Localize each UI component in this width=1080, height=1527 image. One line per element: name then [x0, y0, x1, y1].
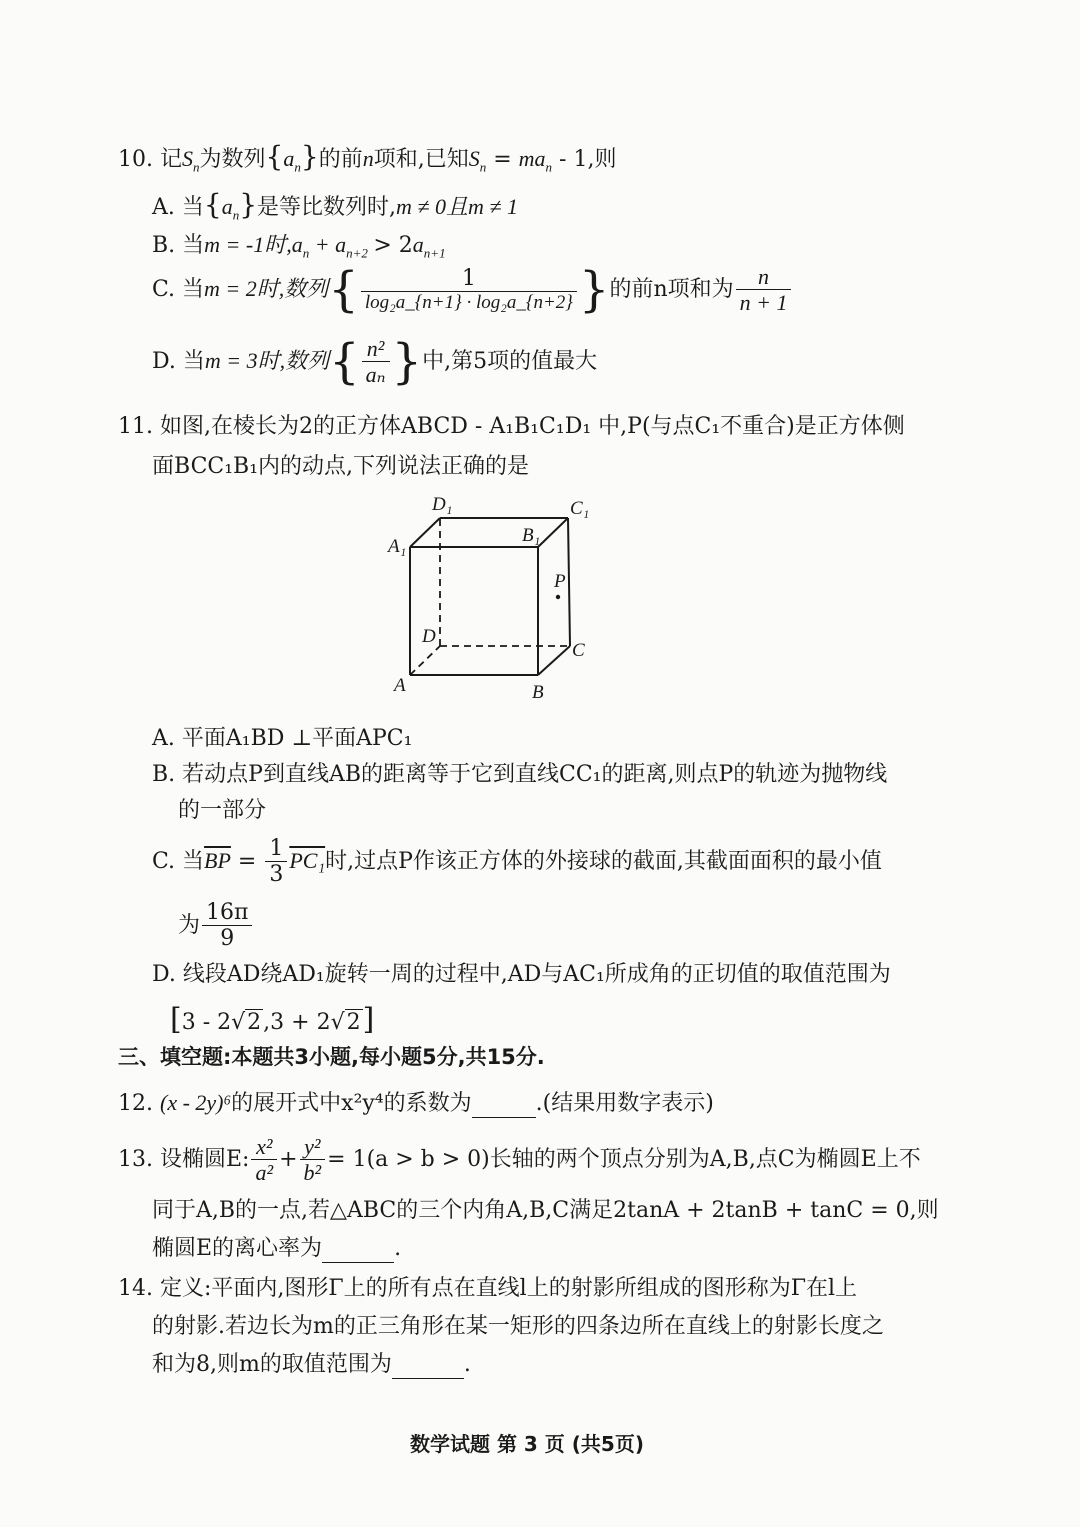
cube-figure — [380, 490, 620, 710]
q13-y-num: y² — [300, 1134, 326, 1160]
q13-line3-text: 椭圆E的离心率为 — [152, 1236, 323, 1261]
q12-text: 的展开式中x²y⁴的系数为 — [231, 1091, 472, 1116]
edge-b1-c1 — [538, 518, 568, 547]
q13-line3-tail: . — [394, 1236, 402, 1261]
q11-option-b2: 的一部分 — [178, 798, 267, 823]
q11-d2-b: ,3 + 2 — [263, 1010, 331, 1035]
q13-x-num: x² — [251, 1134, 277, 1160]
q14-line1 — [118, 1276, 857, 1302]
q11-option-b1: B. 若动点P到直线AB的距离等于它到直线CC₁的距离,则点P的轨迹为抛物线 — [152, 762, 888, 787]
q11-c-third-num: 1 — [265, 836, 287, 862]
q10-number: 10. — [118, 147, 153, 172]
q11-line1-text: 如图,在棱长为2的正方体ABCD - A₁B₁C₁D₁ 中,P(与点C₁不重合)是正方体侧 — [160, 414, 905, 439]
label-d: D — [422, 626, 436, 647]
q14-line3-tail: . — [463, 1352, 471, 1377]
q14-number: 14. — [118, 1276, 153, 1301]
edge-a1-d1 — [410, 518, 440, 547]
q10-d-num: n² — [362, 336, 390, 362]
q11-line1 — [118, 414, 905, 440]
q12 — [118, 1090, 714, 1118]
q10-c-text: 的前n项和为 — [609, 276, 734, 302]
q10-c-cond: m = 2时,数列 — [204, 275, 329, 301]
q11-option-d2: [3 - 2√2,3 + 2√2] — [170, 1002, 375, 1037]
q14-line1-text: 定义:平面内,图形Γ上的所有点在直线l上的射影所组成的图形称为Γ在l上 — [160, 1276, 858, 1301]
q11-d2-a: 3 - 2 — [181, 1010, 232, 1035]
page-footer: 数学试题 第 3 页 (共5页) — [410, 1432, 644, 1456]
q10-stem-e: = — [493, 147, 519, 172]
q12-tail: .(结果用数字表示) — [535, 1091, 714, 1116]
q11-option-d1: D. 线段AD绕AD₁旋转一周的过程中,AD与AC₁所成角的正切值的取值范围为 — [152, 962, 891, 987]
q11-number: 11. — [118, 414, 153, 439]
q11-c2-pre: 为 — [178, 912, 201, 938]
q11-c-pc: PC₁ — [289, 847, 326, 873]
q10-d-label: D. 当 — [152, 348, 205, 374]
label-b1: B₁ — [522, 525, 541, 546]
q13-plus: + — [279, 1146, 298, 1172]
q10-a-label: A. 当 — [152, 195, 204, 220]
label-c1: C₁ — [570, 498, 590, 519]
q11-option-a: A. 平面A₁BD ⊥平面APC₁ — [152, 726, 413, 751]
q10-option-a: A. 当$\{a_n\}$是等比数列时,m ≠ 0且m ≠ 1 — [152, 188, 518, 223]
q12-number: 12. — [118, 1091, 153, 1116]
q12-answer-blank[interactable] — [472, 1091, 536, 1118]
q11-option-c — [152, 836, 882, 888]
q11-d2-sqrt1: 2 — [247, 1010, 262, 1035]
q14-line3 — [152, 1352, 471, 1379]
q12-expr: (x - 2y)⁶ — [160, 1090, 232, 1115]
label-c: C — [572, 640, 585, 661]
q10-stem-f: - 1,则 — [552, 147, 617, 172]
q13-x-den: a² — [255, 1160, 274, 1186]
q10-option-c: C. 当m = 2时,数列{ $\frac{1}{\text{log₂a\_\{n+1\} · log₂a\_\{n+2\}}}$ }的前n项和为 $\frac{n}{n + 1}$ — [152, 264, 793, 316]
label-d1: D₁ — [432, 494, 453, 515]
q10-a-text: 是等比数列时, — [257, 195, 397, 220]
edge-a-d — [410, 646, 440, 675]
q10-d-cond: m = 3时,数列 — [204, 347, 330, 373]
edge-c1-c — [568, 518, 570, 646]
q11-line2: 面BCC₁B₁内的动点,下列说法正确的是 — [152, 454, 530, 479]
section-3-heading: 三、填空题:本题共3小题,每小题5分,共15分. — [118, 1045, 545, 1069]
label-a: A — [394, 675, 406, 696]
q10-stem-b: 为数列 — [199, 147, 266, 172]
q13-post: = 1(a > b > 0)长轴的两个顶点分别为A,B,点C为椭圆E上不 — [327, 1146, 921, 1172]
q10-stem-d: 项和,已知 — [373, 147, 469, 172]
q10-d-text: 中,第5项的值最大 — [422, 348, 598, 374]
q10-c-label: C. 当 — [152, 276, 205, 302]
q10-b-label: B. 当 — [152, 233, 205, 258]
q14-answer-blank[interactable] — [392, 1352, 464, 1379]
q10-c-den: log₂a_{n+1} · log₂a_{n+2} — [364, 292, 573, 314]
label-p: P — [554, 571, 566, 592]
q11-c-bp: $\overline{BP}$ — [204, 847, 231, 873]
q13-number: 13. — [118, 1146, 153, 1172]
q13-answer-blank[interactable] — [322, 1236, 394, 1263]
q11-c-post: 时,过点P作该正方体的外接球的截面,其截面面积的最小值 — [325, 848, 882, 874]
q10-c-frac-num: n — [736, 264, 792, 290]
q11-c-third-den: 3 — [269, 862, 284, 888]
q14-line3-text: 和为8,则m的取值范围为 — [152, 1352, 392, 1377]
q13-pre: 设椭圆E: — [160, 1146, 250, 1172]
label-a1: A₁ — [388, 536, 407, 557]
q11-c2-den: 9 — [220, 926, 235, 952]
q10-stem-c: 的前 — [318, 147, 363, 172]
q13-line3 — [152, 1236, 401, 1263]
label-b: B — [532, 682, 544, 703]
q13-line2: 同于A,B的一点,若△ABC的三个内角A,B,C满足2tanA + 2tanB + tanC = 0,则 — [152, 1198, 939, 1223]
q10-d-den: aₙ — [365, 362, 386, 388]
q10-option-d: D. 当m = 3时,数列{ $\frac{\text{n²}}{\text{aₙ}}$ }中,第5项的值最大 — [152, 333, 598, 390]
q11-c-pre: C. 当 — [152, 848, 205, 874]
point-p — [556, 595, 560, 599]
q11-option-c2 — [178, 900, 254, 952]
q10-b-cond: m = -1时, — [204, 232, 292, 257]
q11-c2-num: 16π — [202, 900, 252, 926]
q13-y-den: b² — [303, 1160, 322, 1186]
q10-option-b: B. 当m = -1时$,a_n + a_{n+2} > 2a_{n+1}$ — [152, 232, 446, 261]
q10-b-ineq: > 2 — [373, 233, 413, 258]
edge-b-c — [538, 646, 570, 675]
q10-c-frac-den: n + 1 — [739, 290, 788, 316]
q10-stem-a: 记 — [160, 147, 183, 172]
q11-c-eq: = — [230, 848, 264, 874]
q11-d2-sqrt2: 2 — [346, 1010, 361, 1035]
q10-c-num: 1 — [361, 266, 577, 292]
q10-stem: 10. 记$S_n$为数列$\{a_n\}$的前n项和,已知$S_n = ma_n - 1$,则 — [118, 140, 617, 175]
q13-line1 — [118, 1134, 921, 1186]
q10-a-cond: m ≠ 0且m ≠ 1 — [396, 194, 518, 219]
q14-line2: 的射影.若边长为m的正三角形在某一矩形的四条边所在直线上的射影长度之 — [152, 1314, 884, 1339]
